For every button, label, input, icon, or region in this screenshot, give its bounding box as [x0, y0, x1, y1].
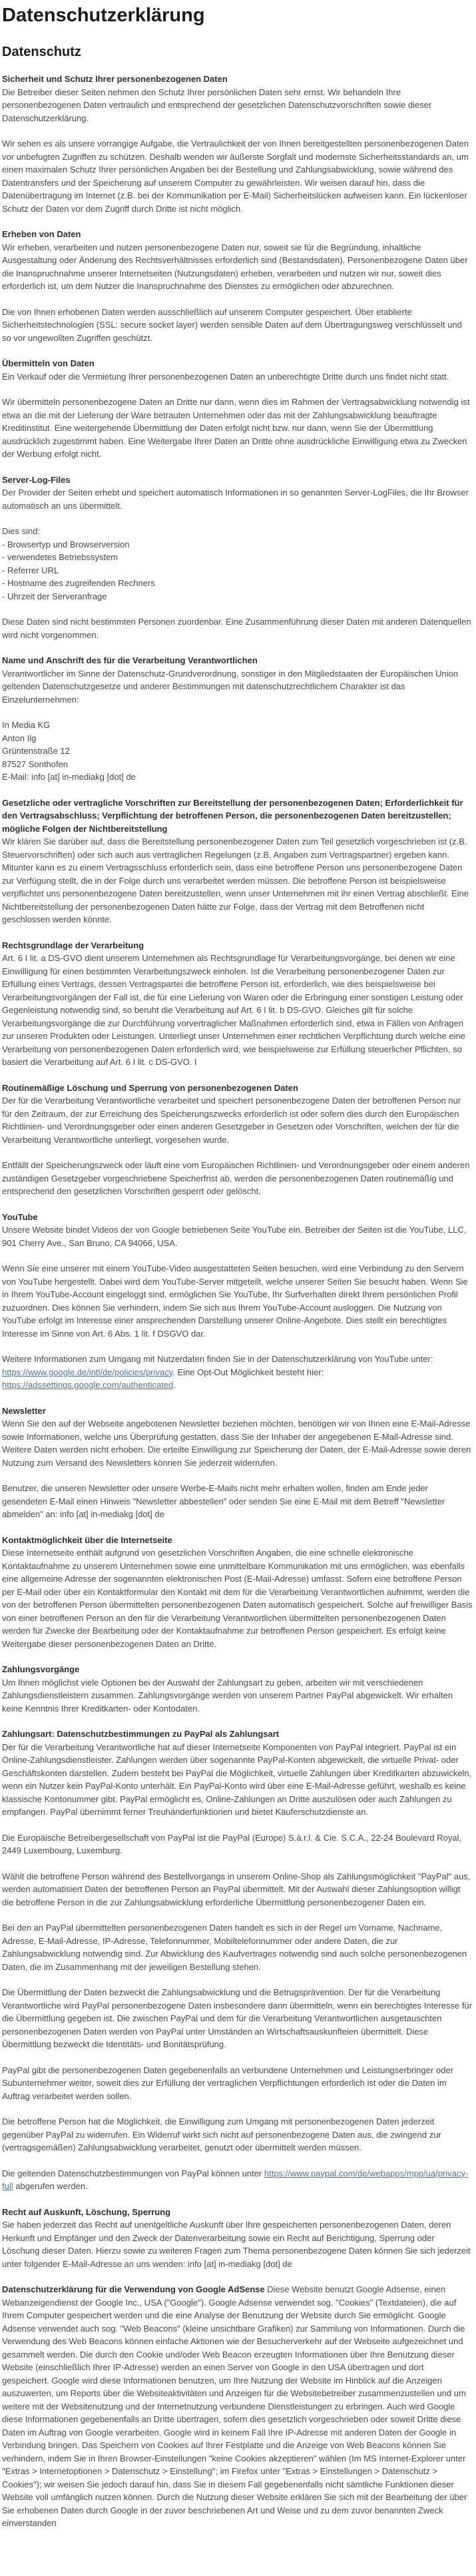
- text-run: Entfällt der Speicherungszweck oder läuft eine vom Europäischen Richtlinien- und Verordnungsgeber oder einem anderen zuständigen Gesetzgeber vorgeschriebene Speicherfrist ab, werden die personenbezogenen Daten routinemäßig und entsprechend den gesetzlichen Vorschriften gesperrt oder gelöscht.: [2, 1160, 470, 1196]
- paragraph-routinemaessige-loeschung: [2, 1082, 473, 1147]
- text-run: Ein Verkauf oder die Vermietung Ihrer personenbezogenen Daten an unberechtigte Dritte durch uns findet nicht statt.: [2, 371, 449, 382]
- paragraph-rechtsgrundlage: [2, 939, 473, 1069]
- section-heading-server-log-files: Server-Log-Files: [2, 474, 71, 485]
- paragraph-youtube: [2, 1353, 473, 1392]
- link-youtube[interactable]: https://adssettings.google.com/authenticated: [2, 1380, 174, 1390]
- text-run: - Browsertyp und Browserversion: [2, 539, 130, 549]
- section-heading-zahlungsart-paypal: Zahlungsart: Datenschutzbestimmungen zu PayPal als Zahlungsart: [2, 1729, 280, 1739]
- text-run: Der für die Verarbeitung Verantwortliche hat auf dieser Internetseite Komponenten von PayPal integriert. PayPal ist ein Online-Zahlungsdienstleister. Zahlungen werden über sogenannte PayPal-Konten abgewickelt, die virtuelle Privat- oder Geschäftskonten darstellen. Zudem besteht bei PayPal die Möglichkeit, virtuelle Zahlungen über Kreditkarten abzuwickeln, wenn ein Nutzer kein PayPal-Konto unterhält. Ein PayPal-Konto wird über eine E-Mail-Adresse geführt, weshalb es keine klassische Kontonummer gibt. PayPal ermöglicht es, Online-Zahlungen an Dritte auszulösen oder auch Zahlungen zu empfangen. PayPal übernimmt ferner Treuhänderfunktionen und bietet Käuferschutzdienste an.: [2, 1742, 472, 1817]
- text-run: - Hostname des zugreifenden Rechners: [2, 578, 155, 588]
- text-run: Wir klären Sie darüber auf, dass die Bereitstellung personenbezogener Daten zum Teil gesetzlich vorgeschrieben ist (z.B. Steuervorschriften) oder sich auch aus vertraglichen Regelungen (z.B. Angaben zum Vertragspartner) ergeben kann. Mitunter kann es zu einem Vertragsschluss erforderlich sein, dass eine betroffene Person uns personenbezogene Daten zur Verfügung stellt, die in der Folge durch uns verarbeitet werden müssen. Die betroffene Person ist beispielsweise verpflichtet uns personenbezogene Daten bereitzustellen, wenn unser Unternehmen mit ihr einen Vertrag abschließt. Eine Nichtbereitstellung der personenbezogenen Daten hätte zur Folge, dass der Vertrag mit dem Betroffenen nicht geschlossen werden könnte.: [2, 836, 469, 924]
- text-run: Um Ihnen möglichst viele Optionen bei der Auswahl der Zahlungsart zu geben, arbeiten wir mit verschiedenen Zahlungsdienstleistern zusammen. Zahlungsvorgänge werden von unserem Partner PayPal abgewickelt. Wir erhalten keine Kenntnis Ihrer Kreditkarten- oder Kontodaten.: [2, 1677, 453, 1714]
- section-heading-recht-auf-auskunft: Recht auf Auskunft, Löschung, Sperrung: [2, 2206, 171, 2217]
- paragraph-recht-auf-auskunft: [2, 2206, 473, 2271]
- text-run: Diese Website benutzt Google Adsense, einen Webanzeigendienst der Google Inc., USA ("Google"). Google Adsense verwendet sog. "Cookies" (Textdateien), die auf Ihrem Computer gespeichert werden und die eine Analyse der Benutzung der Website durch Sie ermöglicht. Google Adsense verwendet auch sog. "Web Beacons" (kleine unsichtbare Grafiken) zur Sammlung von Informationen. Durch die Verwendung des Web Beacons können einfache Aktionen wie der Besucherverkehr auf der Webseite aufgezeichnet und gesammelt werden. Die durch den Cookie und/oder Web Beacon erzeugten Informationen über Ihre Benutzung dieser Website (einschließlich Ihrer IP-Adresse) werden an einen Server von Google in den USA übertragen und dort gespeichert. Google wird diese Informationen benutzen, um Ihre Nutzung der Website im Hinblick auf die Anzeigen auszuwerten, um Reports über die Websiteaktivitäten und Anzeigen für die Websitebetreiber zusammenzustellen und um weitere mit der Websitenutzung und der Internetnutzung verbundene Dienstleistungen zu erbringen. Auch wird Google diese Informationen gegebenenfalls an Dritte übertragen, sofern dies gesetzlich vorgeschrieben oder soweit Dritte diese Daten im Auftrag von Google verarbeiten. Google wird in keinem Fall Ihre IP-Adresse mit anderen Daten der Google in Verbindung bringen. Das Speichern von Cookies auf Ihrer Festplatte und die Anzeige von Web Beacons können Sie verhindern, indem Sie in Ihren Browser-Einstellungen "keine Cookies akzeptieren" wählen (Im MS Internet-Explorer unter "Extras > Internetoptionen > Datenschutz > Einstellung"; im Firefox unter "Extras > Einstellungen > Datenschutz > Cookies"); wir weisen Sie jedoch darauf hin, dass Sie in diesem Fall gegebenenfalls nicht sämtliche Funktionen dieser Website voll umfänglich nutzen können. Durch die Nutzung dieser Website erklären Sie sich mit der Bearbeitung der über Sie erhobenen Daten durch Google in der zuvor beschriebenen Art und Weise und zu dem zuvor benannten Zweck einverstanden: [2, 2284, 467, 2528]
- text-run: PayPal gibt die personenbezogenen Daten gegebenenfalls an verbundene Unternehmen und Leistungserbringer oder Subunternehmer weiter, soweit dies zur Erfüllung der vertraglichen Verpflichtungen erforderlich ist oder die Daten im Auftrag verarbeitet werden sollen.: [2, 2065, 453, 2101]
- text-run: Art. 6 I lit. a DS-GVO dient unserem Unternehmen als Rechtsgrundlage für Verarbeitungsvorgänge, bei denen wir eine Einwilligung für einen bestimmten Verarbeitungszweck einholen. Ist die Verarbeitung personenbezogener Daten zur Erfüllung eines Vertrags, dessen Vertragspartei die betroffene Person ist, erforderlich, wie dies beispielsweise bei Verarbeitungsvorgängen der Fall ist, die für eine Lieferung von Waren oder die Erbringung einer sonstigen Leistung oder Gegenleistung notwendig sind, so beruht die Verarbeitung auf Art. 6 I lit. b DS-GVO. Gleiches gilt für solche Verarbeitungsvorgänge die zur Durchführung vorvertraglicher Maßnahmen erforderlich sind, etwa in Fällen von Anfragen zur unseren Produkten oder Leistungen. Unterliegt unser Unternehmen einer rechtlichen Verpflichtung durch welche eine Verarbeitung von personenbezogenen Daten erforderlich wird, wie beispielsweise zur Erfüllung steuerlicher Pflichten, so basiert die Verarbeitung auf Art. 6 I lit. c DS-GVO. I: [2, 953, 465, 1067]
- text-run: Unsere Website bindet Videos der von Google betriebenen Seite YouTube ein. Betreiber der Seiten ist die YouTube, LLC, 901 Cherry Ave., San Bruno, CA 94066, USA.: [2, 1225, 467, 1248]
- section-heading-sicherheit-und-schutz: Sicherheit und Schutz Ihrer personenbezogenen Daten: [2, 74, 228, 84]
- section-heading-newsletter: Newsletter: [2, 1405, 46, 1416]
- paragraph-uebermitteln-von-daten: [2, 357, 473, 383]
- paragraph-routinemaessige-loeschung: [2, 1159, 473, 1198]
- paragraph-name-und-anschrift: [2, 654, 473, 706]
- text-run: Wir übermitteln personenbezogene Daten an Dritte nur dann, wenn dies im Rahmen der Vertragsabwicklung notwendig ist etwa an die mit der Lieferung der Ware betrauten Unternehmen oder das mit der Zahlungsabwicklung beauftragte Kreditinstitut. Eine weitergehende Übermittlung der Daten erfolgt nicht bzw. nur dann, wenn Sie der Übermittlung ausdrücklich zugestimmt haben. Eine Weitergabe Ihrer Daten an Dritte ohne ausdrückliche Einwilligung etwa zu Zwecken der Werbung erfolgt nicht.: [2, 397, 470, 459]
- paragraph-newsletter: [2, 1405, 473, 1470]
- text-run: Der für die Verarbeitung Verantwortliche verarbeitet und speichert personenbezogene Daten der betroffenen Person nur für den Zeitraum, der zur Erreichung des Speicherungszwecks erforderlich ist oder sofern dies durch den Europäischen Richtlinien- und Verordnungsgeber oder einen anderen Gesetzgeber in Gesetzen oder Vorschriften, welchen der für die Verarbeitung Verantwortliche unterliegt, vorgesehen wurde.: [2, 1096, 461, 1145]
- section-heading-youtube: YouTube: [2, 1211, 38, 1222]
- paragraph-erheben-von-daten: [2, 228, 473, 293]
- paragraph-zahlungsvorgaenge: [2, 1663, 473, 1715]
- text-run: - Referrer URL: [2, 565, 59, 575]
- text-run: Anton Ilg: [2, 733, 37, 743]
- text-run: Die betroffene Person hat die Möglichkeit, die Einwilligung zum Umgang mit personenbezogenen Daten jederzeit gegenüber PayPal zu widerrufen. Ein Widerruf wirkt sich nicht auf personenbezogene Daten aus, die zwingend zur (vertragsgemäßen) Zahlungsabwicklung verarbeitet, genutzt oder übermittelt werden müssen.: [2, 2116, 441, 2152]
- section-heading-routinemaessige-loeschung: Routinemäßige Löschung und Sperrung von personenbezogenen Daten: [2, 1082, 298, 1093]
- paragraph-google-adsense: [2, 2283, 473, 2530]
- paragraph-newsletter: [2, 1482, 473, 1521]
- section-heading-name-und-anschrift: Name und Anschrift des für die Verarbeitung Verantwortlichen: [2, 655, 258, 665]
- paragraph-zahlungsart-paypal: [2, 1831, 473, 1857]
- paragraph-server-log-files: [2, 474, 473, 513]
- section-heading-rechtsgrundlage: Rechtsgrundlage der Verarbeitung: [2, 940, 144, 950]
- text-run: Grüntenstraße 12: [2, 746, 70, 756]
- section-heading-erheben-von-daten: Erheben von Daten: [2, 229, 81, 239]
- text-run: Die Europäische Betreibergesellschaft von PayPal ist die PayPal (Europe) S.à.r.l. & Cie. S.C.A., 22-24 Boulevard Royal, 2449 Luxembourg, Luxemburg.: [2, 1832, 462, 1855]
- link-zahlungsart-paypal[interactable]: https://www.paypal.com/de/webapps/mpp/ua/privacy-full: [2, 2168, 469, 2191]
- paragraph-server-log-files: [2, 615, 473, 641]
- text-run: In Media KG: [2, 720, 51, 730]
- page-title: Datenschutzerklärung: [2, 5, 205, 26]
- text-run: . Eine Opt-Out Möglichkeit besteht hier:: [172, 1367, 324, 1377]
- text-run: - Uhrzeit der Serveranfrage: [2, 591, 107, 601]
- link-youtube[interactable]: https://www.google.de/intl/de/policies/privacy: [2, 1367, 173, 1377]
- privacy-content: [2, 73, 473, 2530]
- text-run: Die Übermittlung der Daten bezweckt die Zahlungsabwicklung und die Betrugsprävention. Der für die Verarbeitung Verantwortliche wird PayPal personenbezogene Daten insbesondere dann übermitteln, wenn ein berechtigtes Interesse für die Übermittlung gegeben ist. Die zwischen PayPal und dem für die Verarbeitung Verantwortlichen ausgetauschten personenbezogenen Daten werden von PayPal unter Umständen an Wirtschaftsauskunfteien übermittelt. Diese Übermittlung bezweckt die Identitäts- und Bonitätsprüfung.: [2, 1987, 473, 2049]
- text-run: Die Betreiber dieser Seiten nehmen den Schutz Ihrer persönlichen Daten sehr ernst. Wir behandeln Ihre personenbezogenen Daten vertraulich und entsprechend der gesetzlichen Datenschutzvorschriften sowie dieser Datenschutzerklärung.: [2, 87, 432, 123]
- text-run: Sie haben jederzeit das Recht auf unentgeltliche Auskunft über Ihre gespeicherten personenbezogenen Daten, deren Herkunft und Empfänger und den Zweck der Datenverarbeitung sowie ein Recht auf Berichtigung, Sperrung oder Löschung dieser Daten. Hierzu sowie zu weiteren Fragen zum Thema personenbezogene Daten können Sie sich jederzeit unter folgender E-Mail-Adresse an uns wenden: info [at] in-mediakg [dot] de: [2, 2220, 471, 2269]
- section-heading-google-adsense: Datenschutzerklärung für die Verwendung von Google AdSense: [2, 2284, 265, 2294]
- text-run: Verantwortlicher im Sinne der Datenschutz-Grundverordnung, sonstiger in den Mitgliedstaaten der Europäischen Union geltenden Datenschutzgesetze und anderer Bestimmungen mit datenschutzrechtlichem Charakter ist das Einzelunternehmen:: [2, 668, 459, 705]
- paragraph-uebermitteln-von-daten: [2, 396, 473, 461]
- section-heading-zahlungsvorgaenge: Zahlungsvorgänge: [2, 1664, 80, 1674]
- paragraph-server-log-files: [2, 525, 473, 603]
- text-run: 87527 Sonthofen: [2, 759, 69, 769]
- text-run: Wir sehen es als unsere vorrangige Aufgabe, die Vertraulichkeit der von Ihnen bereitgestellten personenbezogenen Daten vor unbefugten Zugriffen zu schützen. Deshalb wenden wir äußerste Sorgfalt und modernste Sicherheitsstandards an, um einen maximalen Schutz Ihrer persönlichen Angaben bei der Bestellung und Zahlungsabwicklung, sowie während des Datentransfers und der Speicherung auf unserem Computer zu gewährleisten. Wir weisen darauf hin, dass die Datenübertragung im Internet (z.B. bei der Kommunikation per E-Mail) Sicherheitslücken aufweisen kann. Ein lückenloser Schutz der Daten vor dem Zugriff durch Dritte ist nicht möglich.: [2, 139, 469, 214]
- text-run: Die von Ihnen erhobenen Daten werden ausschließlich auf unserem Computer gespeichert. Über etablierte Sicherheitstechnologien (SSL: secure socket layer) werden sensible Daten auf dem Übertragungsweg verschlüsselt und so vor ungewollten Zugriffen geschützt.: [2, 306, 462, 343]
- text-run: Wählt die betroffene Person während des Bestellvorgangs in unserem Online-Shop als Zahlungsmöglichkeit "PayPal" aus, werden automatisiert Daten der betroffenen Person an PayPal übermittelt. Mit der Auswahl dieser Zahlungsoption willigt die betroffene Person in die zur Zahlungsabwicklung erforderliche Übermittlung personenbezogener Daten ein.: [2, 1871, 471, 1907]
- text-run: Weitere Informationen zum Umgang mit Nutzerdaten finden Sie in der Datenschutzerklärung von YouTube unter:: [2, 1354, 433, 1364]
- text-run: Diese Daten sind nicht bestimmten Personen zuordenbar. Eine Zusammenführung dieser Daten mit anderen Datenquellen wird nicht vorgenommen.: [2, 617, 471, 640]
- paragraph-zahlungsart-paypal: [2, 2167, 473, 2193]
- section-heading-gesetzliche-vorschriften: Gesetzliche oder vertragliche Vorschriften zur Bereitstellung der personenbezogenen Daten; Erforderlichkeit für den Vertragsabschluss; Verpflichtung der betroffenen Person, die personenbezogenen Daten bereitzustellen; mögliche Folgen der Nichtbereitstellung: [2, 797, 463, 834]
- text-run: Benutzer, die unseren Newsletter oder unsere Werbe-E-Mails nicht mehr erhalten wollen, finden am Ende jeder gesendeten E-Mail einen Hinweis "Newsletter abbestellen" oder senden Sie eine E-Mail mit dem Betreff "Newsletter abmelden" an: info [at] in-mediakg [dot] de: [2, 1483, 445, 1519]
- paragraph-zahlungsart-paypal: [2, 1870, 473, 1909]
- section-heading-uebermitteln-von-daten: Übermitteln von Daten: [2, 358, 95, 368]
- paragraph-kontaktmoeglichkeit: [2, 1534, 473, 1651]
- paragraph-gesetzliche-vorschriften: [2, 797, 473, 926]
- text-run: abgerufen werden.: [13, 2181, 88, 2191]
- paragraph-name-und-anschrift: [2, 719, 473, 784]
- text-run: Der Provider der Seiten erhebt und speichert automatisch Informationen in so genannten Server-LogFiles, die Ihr Browser automatisch an uns übermittelt.: [2, 487, 469, 511]
- paragraph-sicherheit-und-schutz: [2, 137, 473, 215]
- paragraph-zahlungsart-paypal: [2, 2115, 473, 2154]
- text-run: Wir erheben, verarbeiten und nutzen personenbezogene Daten nur, soweit sie für die Begründung, inhaltliche Ausgestaltung oder Änderung des Rechtsverhältnisses erforderlich sind (Bestandsdaten). Personenbezogene Daten über die Inanspruchnahme unserer Internetseiten (Nutzungsdaten) erheben, verarbeiten und nutzen wir nur, soweit dies erforderlich ist, um dem Nutzer die Inanspruchnahme des Dienstes zu ermöglichen oder abzurechnen.: [2, 242, 468, 291]
- text-run: Wenn Sie den auf der Webseite angebotenen Newsletter beziehen möchten, benötigen wir von Ihnen eine E-Mail-Adresse sowie Informationen, welche uns Überprüfung gestatten, dass Sie der Inhaber der angegebenen E-Mail-Adresse sind. Weitere Daten werden nicht erhoben. Die erteilte Einwilligung zur Speicherung der Daten, der E-Mail-Adresse sowie deren Nutzung zum Versand des Newsletters können Sie jederzeit widerrufen.: [2, 1419, 471, 1468]
- text-run: Diese Internetseite enthält aufgrund von gesetzlichen Vorschriften Angaben, die eine schnelle elektronische Kontaktaufnahme zu unserem Unternehmen sowie eine unmittelbare Kommunikation mit uns ermöglichen, was ebenfalls eine allgemeine Adresse der sogenannten elektronischen Post (E-Mail-Adresse) umfasst. Sofern eine betroffene Person per E-Mail oder über ein Kontaktformular den Kontakt mit dem für die Verarbeitung Verantwortlichen aufnimmt, werden die von der betroffenen Person übermittelten personenbezogenen Daten automatisch gespeichert. Solche auf freiwilliger Basis von einer betroffenen Person an den für die Verarbeitung Verantwortlichen übermittelten personenbezogenen Daten werden für Zwecke der Bearbeitung oder der Kontaktaufnahme zur betroffenen Person gespeichert. Es erfolgt keine Weitergabe dieser personenbezogenen Daten an Dritte.: [2, 1548, 473, 1649]
- paragraph-youtube: [2, 1262, 473, 1340]
- section-title-datenschutz: Datenschutz: [2, 45, 81, 59]
- paragraph-zahlungsart-paypal: [2, 2064, 473, 2103]
- section-heading-kontaktmoeglichkeit: Kontaktmöglichkeit über die Internetseite: [2, 1534, 172, 1545]
- text-run: - verwendetes Betriebssystem: [2, 552, 119, 562]
- text-run: .: [173, 1380, 176, 1390]
- text-run: Dies sind:: [2, 526, 41, 536]
- paragraph-zahlungsart-paypal: [2, 1728, 473, 1819]
- text-run: Wenn Sie eine unserer mit einem YouTube-Video ausgestatteten Seiten besuchen, wird eine Verbindung zu den Servern von YouTube hergestellt. Dabei wird dem YouTube-Server mitgeteilt, welche unserer Seiten Sie besucht haben. Wenn Sie in Ihrem YouTube-Account eingeloggt sind, ermöglichen Sie YouTube, Ihr Surfverhalten direkt Ihrem persönlichen Profil zuzuordnen. Dies können Sie verhindern, indem Sie sich aus Ihrem YouTube-Account ausloggen. Die Nutzung von YouTube erfolgt im Interesse einer ansprechenden Darstellung unserer Online-Angebote. Dies stellt ein berechtigtes Interesse im Sinne von Art. 6 Abs. 1 lit. f DSGVO dar.: [2, 1263, 468, 1339]
- paragraph-erheben-von-daten: [2, 306, 473, 345]
- text-run: E-Mail: info [at] in-mediakg [dot] de: [2, 772, 136, 782]
- paragraph-zahlungsart-paypal: [2, 1986, 473, 2051]
- text-run: Bei den an PayPal übermittelten personenbezogenen Daten handelt es sich in der Regel um Vorname, Nachname, Adresse, E-Mail-Adresse, IP-Adresse, Telefonnummer, Mobiltelefonnummer oder andere Daten, die zur Zahlungsabwicklung notwendig sind. Zur Abwicklung des Kaufvertrages notwendig sind auch solche personenbezogenen Daten, die im Zusammenhang mit der jeweiligen Bestellung stehen.: [2, 1923, 467, 1972]
- paragraph-youtube: [2, 1211, 473, 1250]
- paragraph-sicherheit-und-schutz: [2, 73, 473, 125]
- paragraph-zahlungsart-paypal: [2, 1921, 473, 1973]
- text-run: Die geltenden Datenschutzbestimmungen von PayPal können unter: [2, 2168, 264, 2178]
